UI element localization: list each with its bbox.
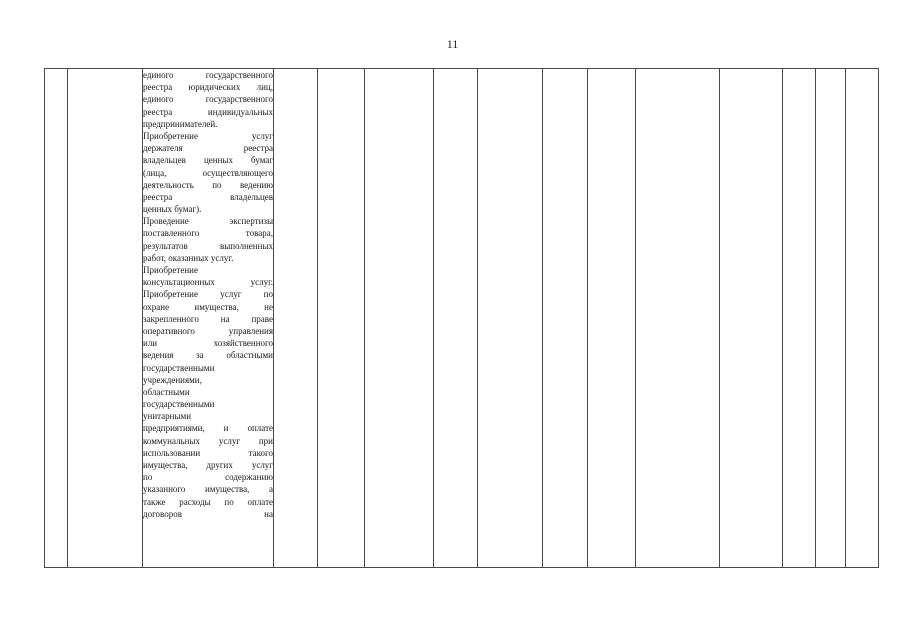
description-line: предпринимателей. [143,118,218,129]
table-cell-description [143,69,274,568]
table-cell-col-4 [274,69,318,568]
table-cell-col-9 [543,69,588,568]
description-line: унитарными [143,411,192,422]
description-line: имущества, других услуг [143,460,273,470]
description-line: реестра индивидуальных [143,106,273,117]
table-cell-col-5 [318,69,365,568]
description-line: реестра юридических лиц, [143,82,273,93]
description-line: оперативного управления [143,325,273,336]
description-line: Приобретение услуг по [143,289,273,300]
description-line: владельцев ценных бумаг [143,155,273,166]
description-line: государственными [143,362,215,373]
description-line: (лица, осуществляющего [143,167,273,178]
document-table [44,68,879,568]
description-line: указанного имущества, а [143,484,273,495]
description-line: охране имущества, не [143,301,273,312]
description-line: поставленного товара, [143,228,273,239]
description-line: закрепленного на праве [143,313,273,324]
description-line: Приобретение [143,265,198,275]
description-line: работ, оказанных услуг. [143,252,234,263]
description-line: Приобретение услуг [143,130,273,141]
table-cell-col-10 [588,69,636,568]
table-cell-col-2 [68,69,143,568]
description-line: также расходы по оплате [143,496,273,507]
description-line: единого государственного [143,94,273,105]
description-line: деятельность по ведению [143,179,273,190]
description-line: консультационных услуг. [143,277,273,288]
description-text [143,69,273,520]
table-cell-col-12 [720,69,783,568]
description-line: учреждениями, [143,374,202,385]
table-cell-col-15 [846,69,879,568]
description-line: областными [143,386,190,397]
description-line: Проведение экспертизы [143,216,273,227]
table-row [45,69,879,568]
description-line: реестра владельцев [143,191,273,202]
table-cell-col-7 [434,69,478,568]
description-line: государственными [143,399,215,410]
description-line: коммунальных услуг при [143,435,273,446]
description-line: ценных бумаг). [143,204,202,215]
table-cell-col-11 [636,69,720,568]
description-line: единого государственного [143,70,273,80]
table-cell-col-13 [783,69,816,568]
table-cell-col-8 [478,69,543,568]
page-number: 11 [446,37,459,51]
table-cell-col-6 [365,69,434,568]
description-line: использовании такого [143,447,273,458]
table-cell-col-1 [45,69,68,568]
description-line: договоров на [143,508,273,519]
description-line: ведения за областными [143,350,273,361]
description-line: держателя реестра [143,143,273,154]
description-line: результатов выполненных [143,240,273,251]
description-line: или хозяйственного [143,338,273,349]
description-line: предприятиями, и оплате [143,423,273,434]
table-cell-col-14 [816,69,846,568]
description-line: по содержанию [143,472,273,483]
